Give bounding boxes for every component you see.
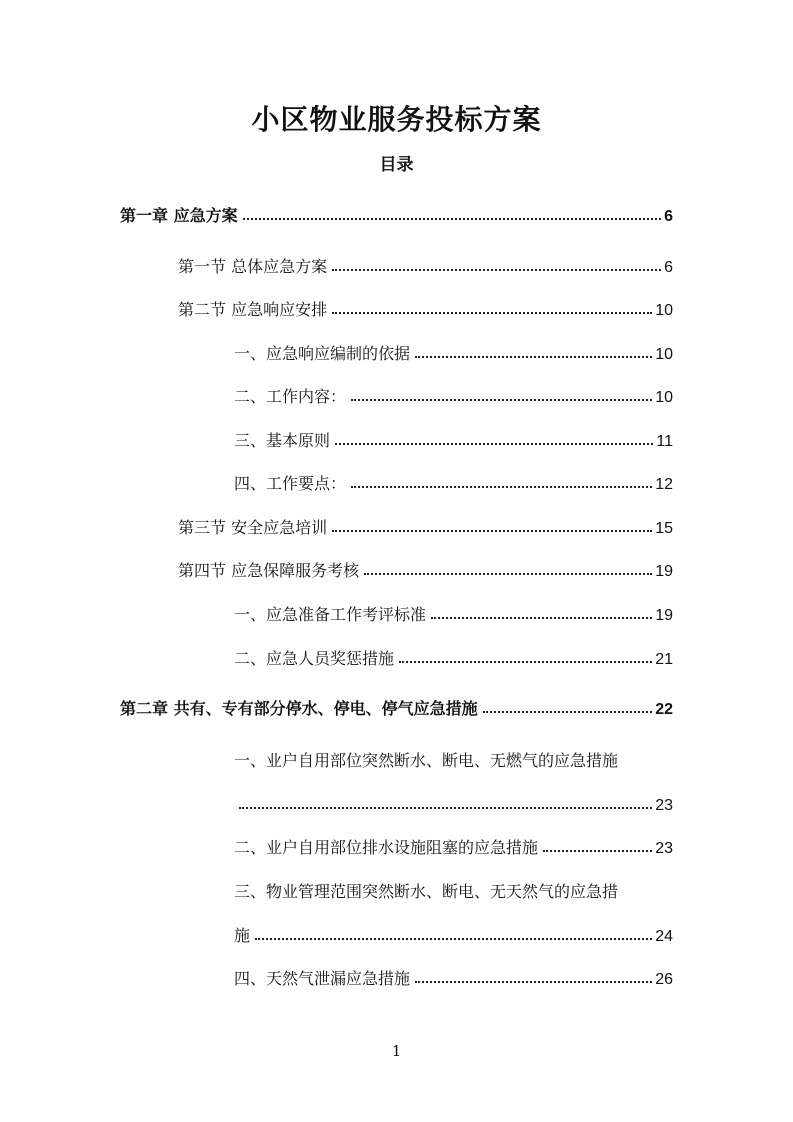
toc-entry-text-cont: 施 — [234, 926, 251, 945]
page-footer-number: 1 — [391, 1042, 402, 1060]
toc-leader — [415, 356, 652, 358]
toc-leader — [483, 711, 653, 713]
toc-entry-item[interactable] — [234, 425, 673, 451]
toc-leader — [243, 218, 662, 220]
toc-entry-text: 二、业户自用部位排水设施阻塞的应急措施 — [234, 838, 539, 857]
toc-entry-item[interactable] — [234, 381, 673, 407]
toc-entry-item[interactable] — [234, 599, 673, 625]
toc-page-number: 10 — [655, 346, 673, 363]
toc-entry-chapter-2[interactable] — [120, 693, 673, 719]
toc-page-number: 21 — [655, 651, 673, 668]
toc-leader — [239, 807, 652, 809]
toc-page-number: 24 — [655, 928, 673, 945]
toc-page-number: 11 — [656, 433, 673, 450]
toc-entry-section[interactable] — [178, 294, 673, 320]
toc-entry-item[interactable] — [234, 832, 673, 858]
toc-entry-section[interactable] — [178, 555, 673, 581]
toc-leader — [332, 312, 652, 314]
toc-entry-text: 一、应急响应编制的依据 — [234, 344, 411, 363]
toc-page-number: 23 — [655, 840, 673, 857]
toc-entry-text: 四、工作要点： — [234, 474, 347, 493]
toc-page-number: 10 — [655, 302, 673, 319]
toc-page-number: 23 — [655, 797, 673, 814]
toc-entry-text: 第二章 共有、专有部分停水、停电、停气应急措施 — [120, 699, 478, 718]
toc-entry-section[interactable] — [178, 251, 673, 277]
toc-page-number: 26 — [655, 971, 673, 988]
toc-entry-text: 三、物业管理范围突然断水、断电、无天然气的应急措 — [234, 882, 619, 901]
toc-entry-text: 第四节 应急保障服务考核 — [178, 561, 360, 580]
toc-page-number: 15 — [655, 520, 673, 537]
toc-page-number: 19 — [655, 563, 673, 580]
toc-entry-text: 第三节 安全应急培训 — [178, 518, 328, 537]
toc-entry-text: 四、天然气泄漏应急措施 — [234, 969, 411, 988]
toc-entry-text: 第一章 应急方案 — [120, 206, 238, 225]
toc-entry-item-wrapped[interactable] — [234, 745, 673, 771]
toc-entry-text: 二、工作内容： — [234, 387, 347, 406]
toc-entry-item[interactable] — [234, 338, 673, 364]
toc-entry-text: 一、应急准备工作考评标准 — [234, 605, 427, 624]
toc-leader — [255, 938, 652, 940]
toc-leader — [431, 617, 652, 619]
toc-entry-item[interactable] — [234, 963, 673, 989]
toc-page-number: 6 — [664, 208, 673, 225]
toc-page-number: 19 — [655, 607, 673, 624]
toc-page-number: 22 — [655, 701, 673, 718]
toc-entry-item-continuation[interactable] — [234, 920, 673, 946]
toc-heading: 目录 — [379, 155, 414, 175]
toc-entry-item-wrapped[interactable] — [234, 876, 673, 902]
toc-leader — [543, 850, 652, 852]
toc-leader — [399, 661, 652, 663]
toc-leader — [351, 486, 652, 488]
toc-leader — [415, 981, 652, 983]
document-title: 小区物业服务投标方案 — [251, 103, 542, 136]
toc-entry-item[interactable] — [234, 468, 673, 494]
toc-page-number: 10 — [655, 389, 673, 406]
toc-entry-text: 三、基本原则 — [234, 431, 331, 450]
toc-page-number: 12 — [655, 476, 673, 493]
toc-leader — [332, 530, 652, 532]
toc-entry-text: 二、应急人员奖惩措施 — [234, 649, 395, 668]
toc-leader — [351, 399, 652, 401]
toc-entry-section[interactable] — [178, 512, 673, 538]
toc-leader — [364, 573, 652, 575]
toc-entry-item-continuation[interactable] — [234, 789, 673, 815]
toc-entry-item[interactable] — [234, 643, 673, 669]
toc-entry-text: 第二节 应急响应安排 — [178, 300, 328, 319]
toc-entry-chapter-1[interactable] — [120, 200, 673, 226]
toc-entry-text: 一、业户自用部位突然断水、断电、无燃气的应急措施 — [234, 751, 619, 770]
toc-leader — [332, 269, 661, 271]
toc-entry-text: 第一节 总体应急方案 — [178, 257, 328, 276]
toc-page-number: 6 — [664, 259, 673, 276]
toc-leader — [335, 443, 653, 445]
